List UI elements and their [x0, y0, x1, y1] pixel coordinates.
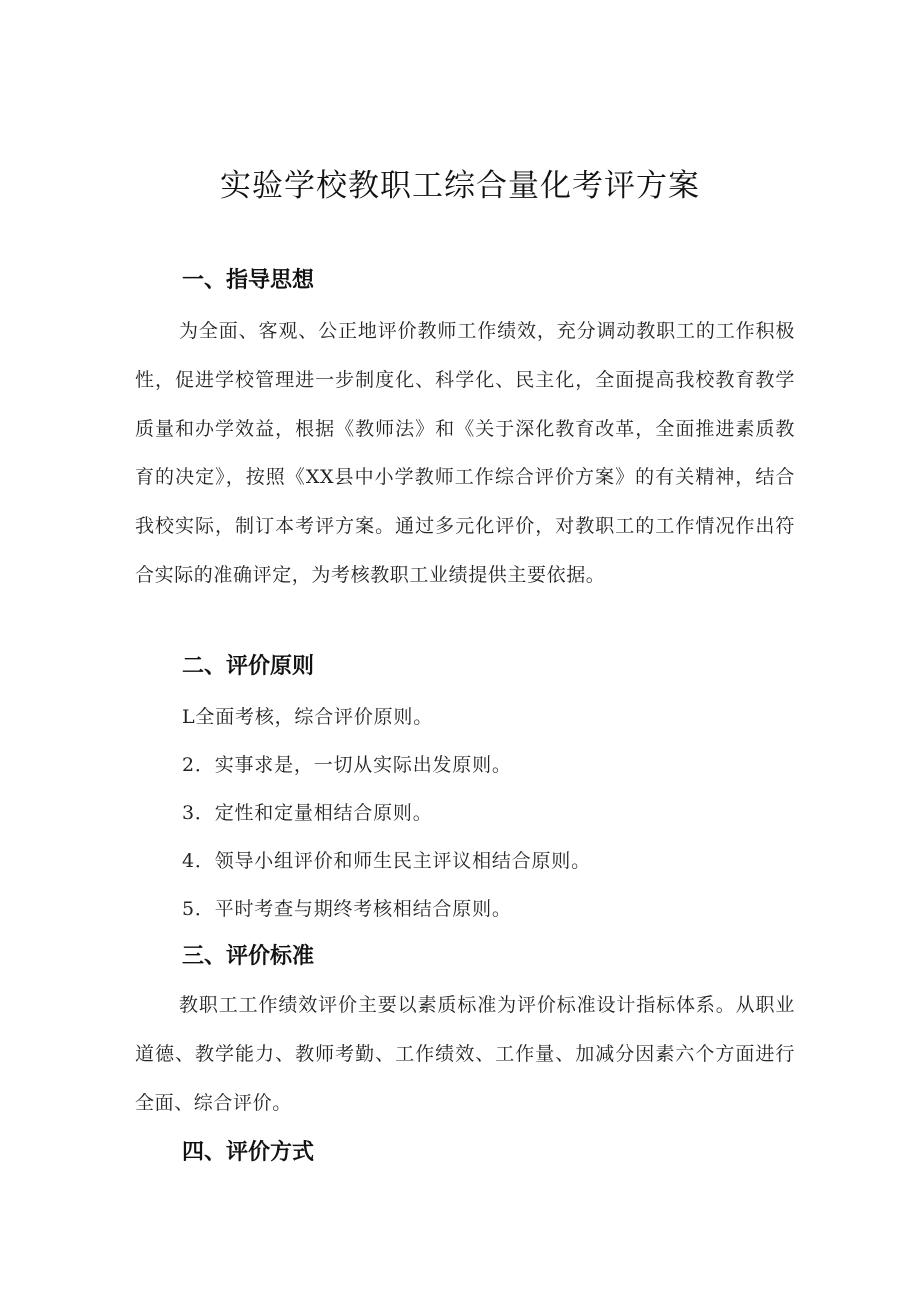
section-heading-evaluation-methods: 四、评价方式	[182, 1140, 315, 1165]
principle-list-item: 5．平时考查与期终考核相结合原则。	[182, 898, 512, 920]
page-title: 实验学校教职工综合量化考评方案	[220, 168, 700, 204]
section-paragraph-evaluation-standards: 教职工工作绩效评价主要以素质标准为评价标准设计指标体系。从职业道德、教学能力、教师考勤、工作绩效、工作量、加减分因素六个方面进行全面、综合评价。	[135, 994, 795, 1114]
section-heading-guiding-ideology: 一、指导思想	[182, 268, 315, 293]
section-heading-evaluation-standards: 三、评价标准	[182, 944, 315, 969]
principle-list-item: 2．实事求是，一切从实际出发原则。	[182, 754, 512, 776]
section-paragraph-guiding-ideology: 为全面、客观、公正地评价教师工作绩效，充分调动教职工的工作积极性，促进学校管理进一步制度化、科学化、民主化，全面提高我校教育教学质量和办学效益，根据《教师法》和《关于深化教育改革，全面推进素质教育的决定》，按照《XX县中小学教师工作综合评价方案》的有关精神，结合我校实际，制订本考评方案。通过多元化评价，对教职工的工作情况作出符合实际的准确评定，为考核教职工业绩提供主要依据。	[135, 320, 795, 586]
principle-list-item: 3．定性和定量相结合原则。	[182, 802, 433, 824]
principle-list-item: L全面考核，综合评价原则。	[182, 706, 434, 728]
section-heading-evaluation-principles: 二、评价原则	[182, 654, 315, 679]
principle-list-item: 4．领导小组评价和师生民主评议相结合原则。	[182, 850, 591, 872]
